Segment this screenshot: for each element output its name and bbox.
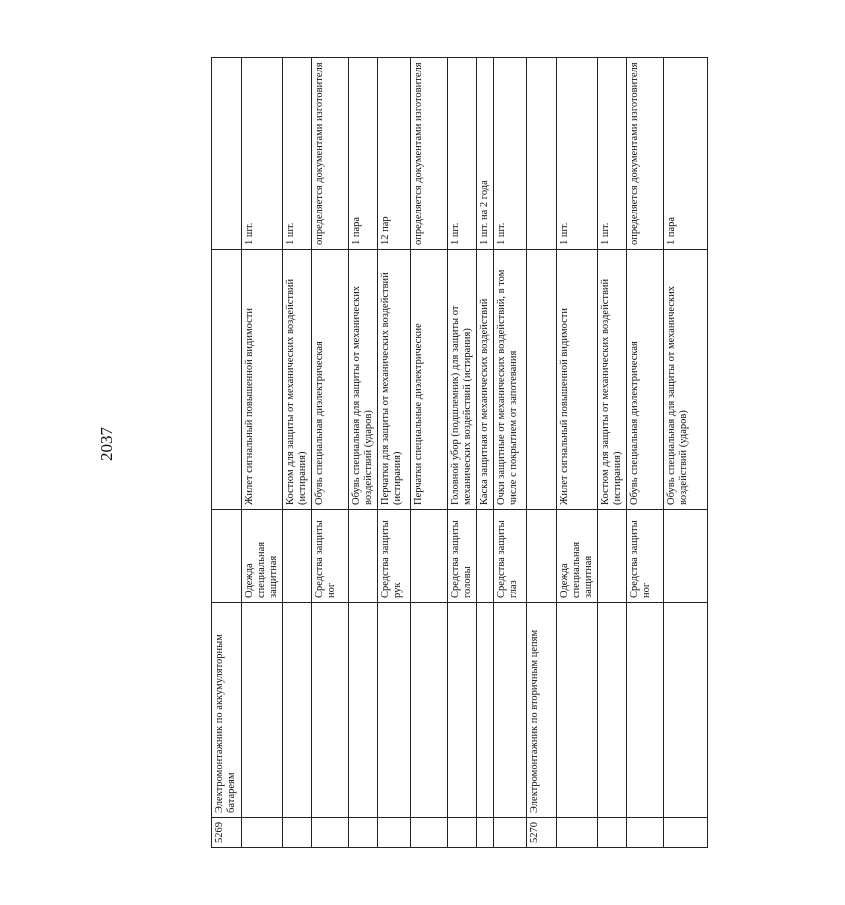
issue-norm: 1 пара — [349, 58, 378, 250]
ppe-item: Обувь специальная диэлектрическая — [627, 250, 664, 510]
rotated-page-content — [95, 40, 845, 848]
ppe-group: Одежда специальная защитная — [242, 510, 283, 603]
row-code — [349, 818, 378, 848]
ppe-group — [527, 510, 557, 603]
ppe-item — [212, 250, 242, 510]
ppe-group: Средства защиты ног — [627, 510, 664, 603]
table-row — [242, 58, 283, 848]
issue-norm: 1 шт. — [448, 58, 477, 250]
issue-norm: определяется документами изготовителя — [312, 58, 349, 250]
table-row — [664, 58, 708, 848]
ppe-item: Костюм для защиты от механических воздействий (истирания) — [283, 250, 312, 510]
ppe-item — [527, 250, 557, 510]
ppe-group — [212, 510, 242, 603]
issue-norm — [212, 58, 242, 250]
profession-name — [494, 603, 527, 818]
table-row — [494, 58, 527, 848]
table-row — [557, 58, 598, 848]
profession-name — [411, 603, 448, 818]
table-row — [477, 58, 494, 848]
issue-norm: 1 шт. — [283, 58, 312, 250]
page-number: 2037 — [97, 427, 116, 461]
issue-norm: определяется документами изготовителя — [627, 58, 664, 250]
profession-name — [664, 603, 708, 818]
issue-norm: 1 пара — [664, 58, 708, 250]
profession-name — [378, 603, 411, 818]
ppe-group: Одежда специальная защитная — [557, 510, 598, 603]
table-row — [349, 58, 378, 848]
issue-norm — [527, 58, 557, 250]
issue-norm: определяется документами изготовителя — [411, 58, 448, 250]
profession-name: Электромонтажник по аккумуляторным батареям — [212, 603, 242, 818]
row-code — [378, 818, 411, 848]
ppe-norms-table — [211, 57, 708, 848]
profession-name — [349, 603, 378, 818]
ppe-item: Очки защитные от механических воздействий, в том числе с покрытием от запотевания — [494, 250, 527, 510]
issue-norm: 1 шт. — [242, 58, 283, 250]
issue-norm: 1 шт. — [494, 58, 527, 250]
ppe-item: Жилет сигнальный повышенной видимости — [242, 250, 283, 510]
row-code — [557, 818, 598, 848]
ppe-group: Средства защиты глаз — [494, 510, 527, 603]
ppe-item: Обувь специальная для защиты от механических воздействий (ударов) — [349, 250, 378, 510]
row-code: 5269 — [212, 818, 242, 848]
ppe-group — [664, 510, 708, 603]
profession-name — [448, 603, 477, 818]
ppe-item: Перчатки для защиты от механических воздействий (истирания) — [378, 250, 411, 510]
ppe-item: Перчатки специальные диэлектрические — [411, 250, 448, 510]
issue-norm: 1 шт. — [598, 58, 627, 250]
issue-norm: 1 шт. на 2 года — [477, 58, 494, 250]
table-row — [378, 58, 411, 848]
ppe-item: Костюм для защиты от механических воздействий (истирания) — [598, 250, 627, 510]
ppe-group: Средства защиты головы — [448, 510, 477, 603]
profession-name — [242, 603, 283, 818]
profession-name — [477, 603, 494, 818]
issue-norm: 12 пар — [378, 58, 411, 250]
row-code — [448, 818, 477, 848]
table-row — [212, 58, 242, 848]
table-row — [627, 58, 664, 848]
ppe-group — [477, 510, 494, 603]
ppe-item: Обувь специальная диэлектрическая — [312, 250, 349, 510]
row-code — [494, 818, 527, 848]
profession-name: Электромонтажник по вторичным цепям — [527, 603, 557, 818]
table-row — [527, 58, 557, 848]
ppe-group — [283, 510, 312, 603]
ppe-norms-table-body — [212, 58, 708, 848]
ppe-item: Головной убор (подшлемник) для защиты от механических воздействий (истирания) — [448, 250, 477, 510]
row-code: 5270 — [527, 818, 557, 848]
ppe-group — [411, 510, 448, 603]
table-row — [598, 58, 627, 848]
row-code — [627, 818, 664, 848]
profession-name — [283, 603, 312, 818]
ppe-item: Обувь специальная для защиты от механических воздействий (ударов) — [664, 250, 708, 510]
table-row — [283, 58, 312, 848]
ppe-group — [349, 510, 378, 603]
profession-name — [598, 603, 627, 818]
row-code — [598, 818, 627, 848]
row-code — [312, 818, 349, 848]
row-code — [283, 818, 312, 848]
table-row — [312, 58, 349, 848]
row-code — [664, 818, 708, 848]
issue-norm: 1 шт. — [557, 58, 598, 250]
profession-name — [627, 603, 664, 818]
table-row — [411, 58, 448, 848]
ppe-item: Жилет сигнальный повышенной видимости — [557, 250, 598, 510]
row-code — [242, 818, 283, 848]
ppe-group: Средства защиты рук — [378, 510, 411, 603]
row-code — [477, 818, 494, 848]
ppe-item: Каска защитная от механических воздействий — [477, 250, 494, 510]
profession-name — [557, 603, 598, 818]
row-code — [411, 818, 448, 848]
ppe-group — [598, 510, 627, 603]
table-row — [448, 58, 477, 848]
profession-name — [312, 603, 349, 818]
ppe-group: Средства защиты ног — [312, 510, 349, 603]
